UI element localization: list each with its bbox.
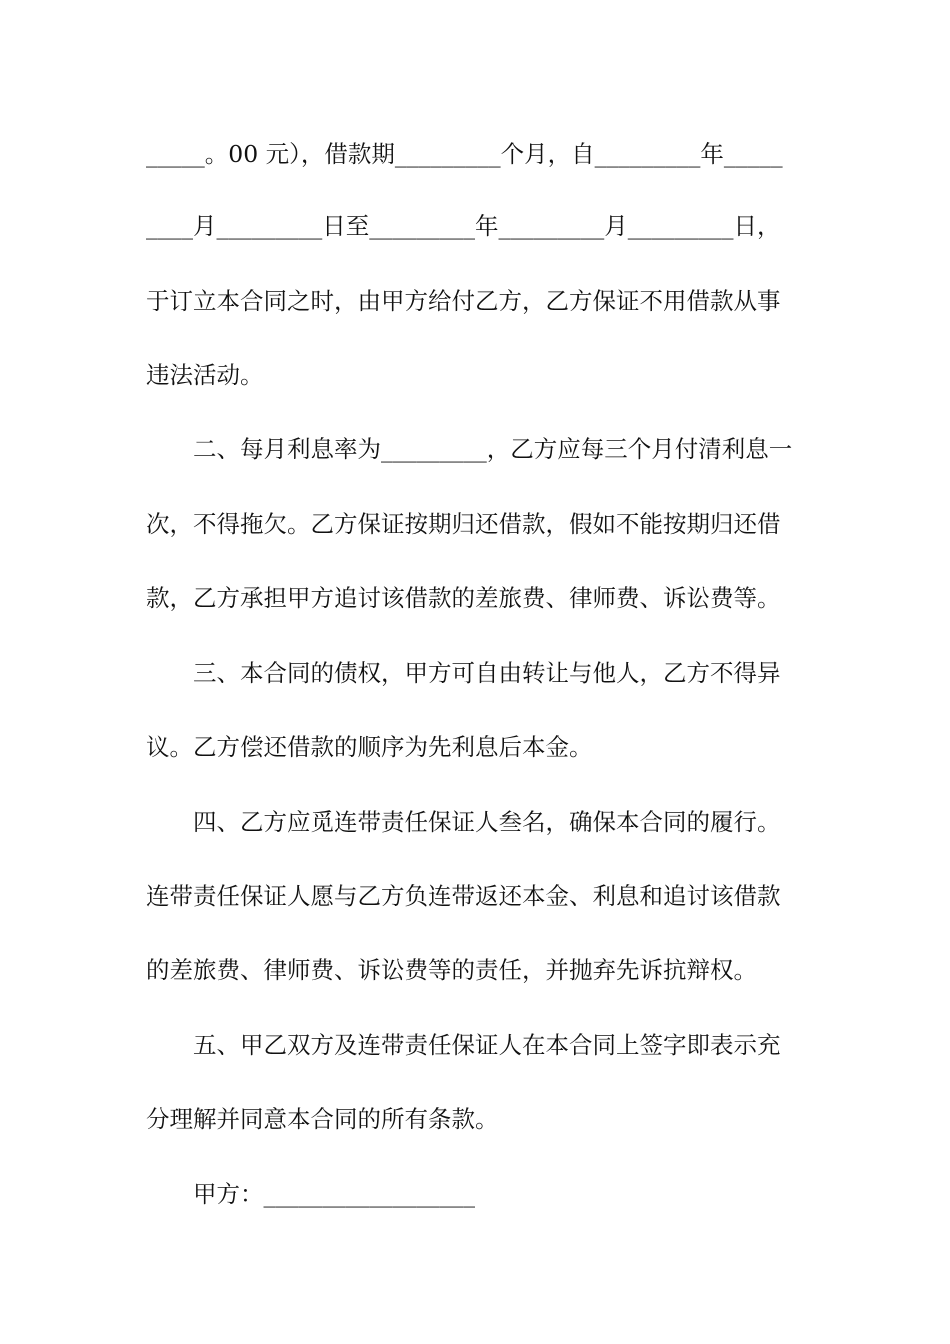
clause-1-line-3: 于订立本合同之时，由甲方给付乙方，乙方保证不用借款从事: [146, 287, 781, 315]
clause-3-line-2: 议。乙方偿还借款的顺序为先利息后本金。: [146, 733, 593, 761]
clause-4-line-2: 连带责任保证人愿与乙方负连带返还本金、利息和追讨该借款: [146, 882, 781, 910]
party-a-signature-line: 甲方：__________________: [193, 1180, 475, 1208]
clause-2-line-1: 二、每月利息率为_________，乙方应每三个月付清利息一: [193, 435, 793, 463]
clause-3-line-1: 三、本合同的债权，甲方可自由转让与他人，乙方不得异: [193, 659, 781, 687]
clause-5-line-2: 分理解并同意本合同的所有条款。: [146, 1105, 499, 1133]
clause-4-line-3: 的差旅费、律师费、诉讼费等的责任，并抛弃先诉抗辩权。: [146, 956, 757, 984]
clause-2-line-2: 次，不得拖欠。乙方保证按期归还借款，假如不能按期归还借: [146, 510, 781, 538]
clause-1-line-4: 违法活动。: [146, 361, 264, 389]
clause-4-line-1: 四、乙方应觅连带责任保证人叁名，确保本合同的履行。: [193, 808, 781, 836]
clause-1-line-1: _____。00 元），借款期_________个月，自_________年_____: [146, 140, 783, 168]
clause-1-line-2: ____月_________日至_________年_________月_________日，: [146, 212, 781, 240]
clause-5-line-1: 五、甲乙双方及连带责任保证人在本合同上签字即表示充: [193, 1031, 781, 1059]
clause-2-line-3: 款，乙方承担甲方追讨该借款的差旅费、律师费、诉讼费等。: [146, 584, 781, 612]
